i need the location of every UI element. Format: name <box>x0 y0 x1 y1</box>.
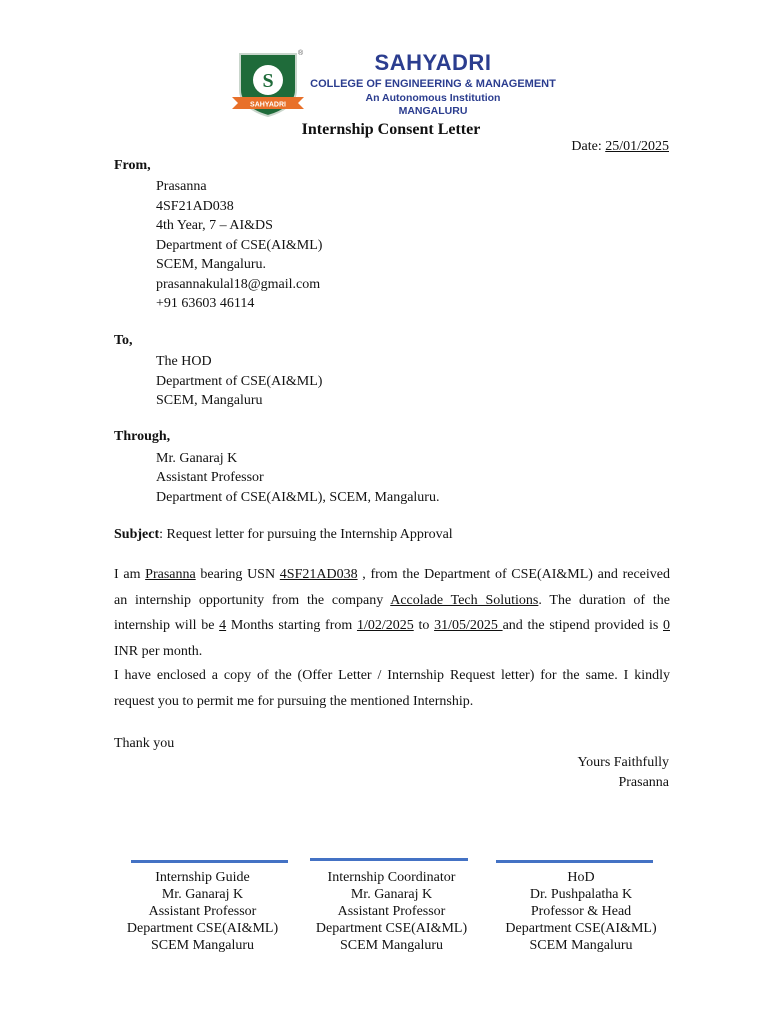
end-date: 31/05/2025 <box>434 618 503 633</box>
body-text: I am <box>114 567 146 582</box>
sig-name: Dr. Pushpalatha K <box>529 887 633 902</box>
body-text: Months starting from <box>226 618 357 633</box>
from-line: Prasanna <box>156 179 207 194</box>
thank-you: Thank you <box>114 736 175 751</box>
shield-letter: S <box>262 70 274 92</box>
signature-block-coordinator <box>300 869 483 954</box>
body-paragraph-1 <box>114 562 670 664</box>
college-name: SAHYADRI <box>374 50 492 75</box>
date-label: Date: <box>571 139 606 154</box>
signature-block-guide <box>114 869 291 954</box>
from-line: prasannakulal18@gmail.com <box>156 276 321 292</box>
student-usn: 4SF21AD038 <box>279 567 358 582</box>
signature-line <box>310 858 468 861</box>
through-line: Mr. Ganaraj K <box>156 450 238 466</box>
registered-mark: ® <box>298 50 304 57</box>
sig-inst: SCEM Mangaluru <box>529 938 633 953</box>
company-name: Accolade Tech Solutions <box>390 592 539 608</box>
to-heading: To, <box>114 333 133 348</box>
through-heading: Through, <box>114 429 171 444</box>
shield-emblem <box>232 50 308 118</box>
from-line: 4th Year, 7 – AI&DS <box>156 218 273 233</box>
subject-text: : Request letter for pursuing the Internship Approval <box>159 527 453 542</box>
sig-designation: Professor & Head <box>530 904 632 919</box>
college-line2: An Autonomous Institution <box>365 92 501 104</box>
to-line: The HOD <box>156 354 212 369</box>
subject-label: Subject <box>114 527 160 542</box>
student-name: Prasanna <box>145 567 196 582</box>
body-text: and the stipend provided is <box>502 618 663 633</box>
body-text: bearing USN <box>195 567 280 582</box>
closing-line1: Yours Faithfully <box>577 755 669 770</box>
body-text: INR per month. <box>114 643 203 659</box>
sig-role: HoD <box>567 870 595 885</box>
college-line1: COLLEGE OF ENGINEERING & MANAGEMENT <box>310 78 556 90</box>
date-line <box>571 139 669 155</box>
sig-role: Internship Guide <box>155 870 250 885</box>
date-value: 25/01/2025 <box>605 139 669 154</box>
sig-designation: Assistant Professor <box>148 904 257 919</box>
body-paragraph-2: I have enclosed a copy of the (Offer Letter / Internship Request letter) for the same. I kindly request you to permit me for pursuing the mentioned Internship. <box>114 668 670 709</box>
start-date: 1/02/2025 <box>356 618 414 633</box>
letter-title: Internship Consent Letter <box>301 121 481 138</box>
sig-role: Internship Coordinator <box>327 870 456 885</box>
stipend-amount: 0 <box>663 618 670 633</box>
body-text: , from the Department of CSE(AI&ML) and received an internship opportunity from the company <box>114 567 670 608</box>
body-text: to <box>413 618 435 633</box>
subject-line <box>114 527 453 543</box>
from-line: SCEM, Mangaluru. <box>156 257 267 272</box>
from-line: Department of CSE(AI&ML) <box>156 237 323 253</box>
college-line3: MANGALURU <box>398 105 468 117</box>
sig-inst: SCEM Mangaluru <box>339 938 444 953</box>
from-line: 4SF21AD038 <box>156 198 234 214</box>
sig-dept: Department CSE(AI&ML) <box>315 921 468 936</box>
sig-name: Mr. Ganaraj K <box>350 887 433 902</box>
to-line: SCEM, Mangaluru <box>156 393 263 408</box>
from-heading: From, <box>114 158 151 173</box>
through-line: Department of CSE(AI&ML), SCEM, Mangaluru. <box>156 489 440 505</box>
body-text: . The duration of the internship will be <box>114 592 671 633</box>
from-line: +91 63603 46114 <box>156 296 255 311</box>
sig-dept: Department CSE(AI&ML) <box>126 921 279 936</box>
sig-designation: Assistant Professor <box>337 904 446 919</box>
duration-months: 4 <box>219 618 227 633</box>
sig-name: Mr. Ganaraj K <box>161 887 244 902</box>
sig-inst: SCEM Mangaluru <box>150 938 255 953</box>
signature-line <box>496 860 653 863</box>
through-line: Assistant Professor <box>156 470 264 485</box>
signature-block-hod <box>490 869 672 954</box>
college-logo <box>228 48 563 120</box>
to-line: Department of CSE(AI&ML) <box>156 373 323 389</box>
sig-dept: Department CSE(AI&ML) <box>505 921 657 936</box>
closing-name: Prasanna <box>618 775 669 790</box>
signature-line <box>131 860 288 863</box>
ribbon-text: SAHYADRI <box>250 101 286 109</box>
